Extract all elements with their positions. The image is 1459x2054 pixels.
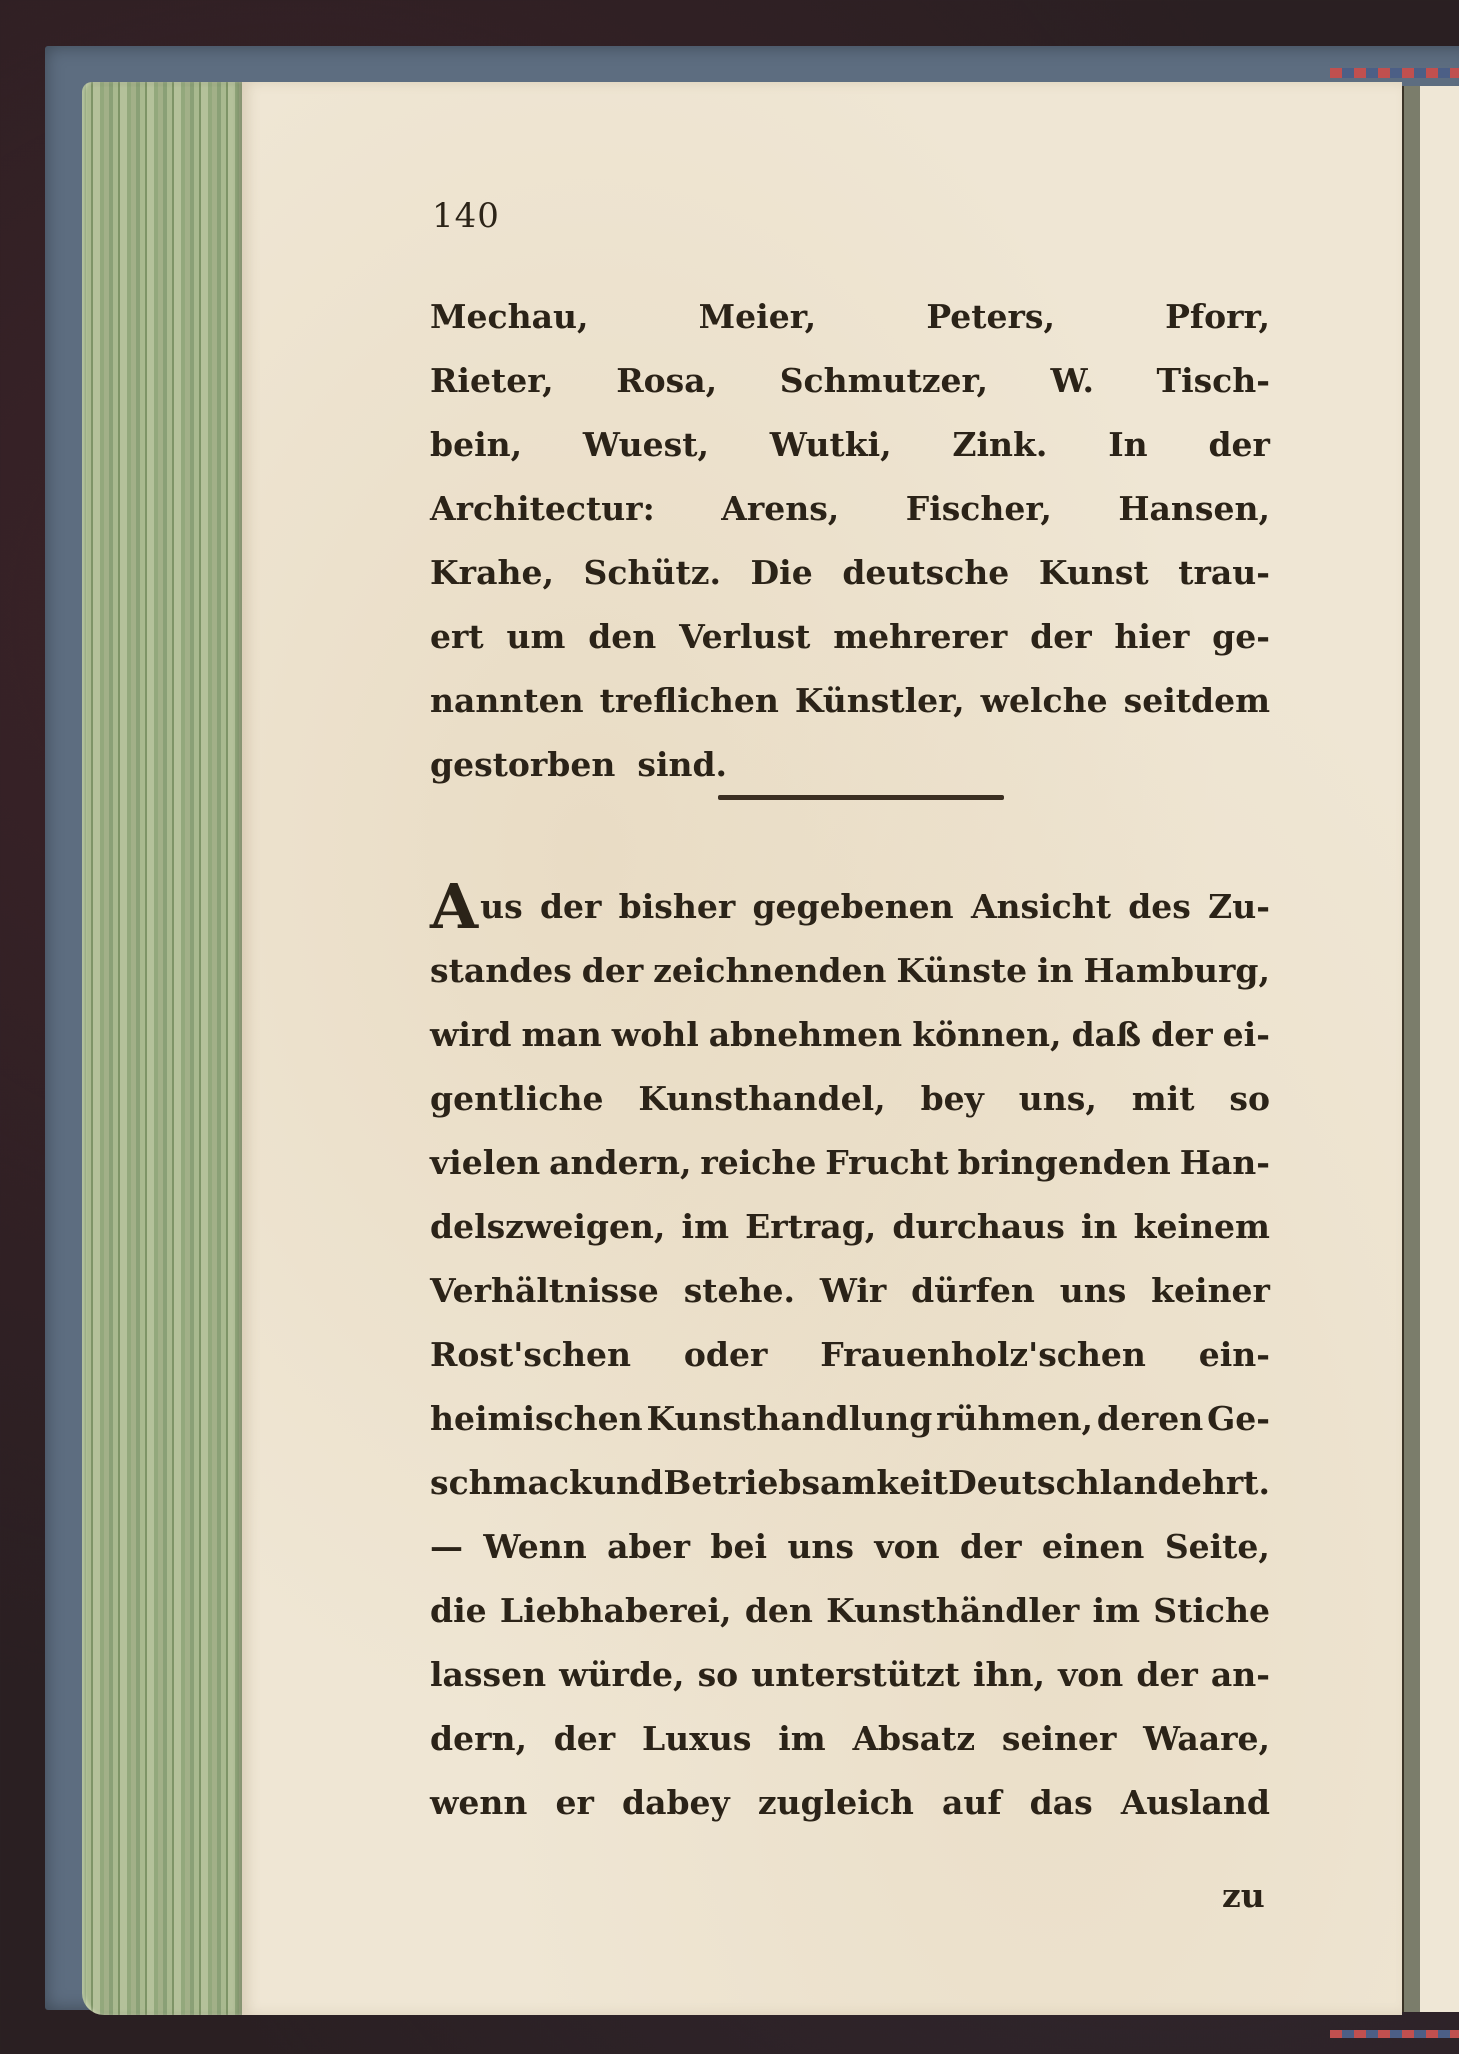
section-separator <box>718 795 1004 800</box>
word: gentliche <box>430 1079 604 1118</box>
word: Rost'schen <box>430 1335 632 1374</box>
word: In <box>1108 425 1148 464</box>
paragraph-1 <box>430 285 1270 797</box>
word: rühmen, <box>936 1399 1093 1438</box>
text-line <box>430 733 1270 797</box>
word: im <box>1092 1591 1140 1630</box>
word: der <box>1030 617 1092 656</box>
word: durchaus <box>892 1207 1065 1246</box>
text-line <box>430 1003 1270 1067</box>
word: Luxus <box>641 1719 752 1758</box>
word: Waare, <box>1143 1719 1270 1758</box>
word: nannten <box>430 681 584 720</box>
word: Absatz <box>852 1719 976 1758</box>
word: Wenn <box>483 1527 587 1566</box>
word: deren <box>1096 1399 1204 1438</box>
word: W. <box>1050 361 1094 400</box>
word: keiner <box>1151 1271 1270 1310</box>
word: Kunsthandlung <box>646 1399 933 1438</box>
word: von <box>874 1527 940 1566</box>
word: den <box>588 617 657 656</box>
word: Tisch- <box>1156 361 1270 400</box>
word: Fischer, <box>905 489 1052 528</box>
word: stehe. <box>683 1271 795 1310</box>
word: Verhältnisse <box>430 1271 659 1310</box>
word: daß <box>1071 1015 1142 1054</box>
word: Deutschland <box>948 1463 1181 1502</box>
facing-page <box>1420 86 1459 2012</box>
word: heimischen <box>430 1399 643 1438</box>
word: uns, <box>1018 1079 1097 1118</box>
word: der <box>539 887 602 926</box>
word: dürfen <box>911 1271 1035 1310</box>
word: Ansicht <box>970 887 1111 926</box>
text-line <box>430 1515 1270 1579</box>
word: Betriebsamkeit <box>663 1463 948 1502</box>
word: Wuest, <box>582 425 709 464</box>
text-line <box>430 870 1270 943</box>
word: Han- <box>1179 1143 1270 1182</box>
word: dern, <box>430 1719 527 1758</box>
word: Verlust <box>679 617 811 656</box>
word: lassen <box>430 1655 547 1694</box>
word: wird <box>430 1015 512 1054</box>
word: gegebenen <box>752 887 954 926</box>
word: er <box>555 1783 594 1822</box>
text-line <box>430 1771 1270 1835</box>
word: Liebhaberei, <box>499 1591 732 1630</box>
text-line <box>430 605 1270 669</box>
word: von <box>1058 1655 1124 1694</box>
word: vielen <box>430 1143 541 1182</box>
word: bringenden <box>957 1143 1171 1182</box>
word: Kunsthandel, <box>638 1079 886 1118</box>
word: der <box>1136 1655 1198 1694</box>
text-line <box>430 1067 1270 1131</box>
text-line <box>430 541 1270 605</box>
word: Arens, <box>721 489 840 528</box>
text-line <box>430 349 1270 413</box>
word: die <box>430 1591 487 1630</box>
word: können, <box>912 1015 1062 1054</box>
word: gestorben <box>430 745 616 784</box>
word: so <box>1229 1079 1270 1118</box>
text-line <box>430 1707 1270 1771</box>
word: Stiche <box>1153 1591 1270 1630</box>
word: der <box>1208 425 1270 464</box>
word: Hamburg, <box>1083 951 1270 990</box>
word: würde, <box>559 1655 685 1694</box>
word: ert <box>430 617 484 656</box>
text-line <box>430 1195 1270 1259</box>
word: Ge- <box>1207 1399 1270 1438</box>
word: Mechau, <box>430 297 589 336</box>
word: Künste <box>896 951 1028 990</box>
word: zugleich <box>757 1783 914 1822</box>
word: hier <box>1114 617 1190 656</box>
word: wenn <box>430 1783 528 1822</box>
word: uns <box>1059 1271 1127 1310</box>
word: Frauenholz'schen <box>820 1335 1146 1374</box>
word: Ausland <box>1120 1783 1270 1822</box>
word: us <box>480 887 523 926</box>
word: sind. <box>637 745 728 784</box>
word: ihn, <box>973 1655 1046 1694</box>
word: mehrerer <box>833 617 1008 656</box>
word: das <box>1029 1783 1093 1822</box>
word: Meier, <box>698 297 817 336</box>
word: ein- <box>1198 1335 1270 1374</box>
word: Wir <box>819 1271 887 1310</box>
text-line <box>430 1259 1270 1323</box>
word: Schütz. <box>583 553 721 592</box>
word: keinem <box>1133 1207 1270 1246</box>
text-line <box>430 939 1270 1003</box>
word: Frucht <box>825 1143 949 1182</box>
word: mit <box>1131 1079 1195 1118</box>
word: aber <box>607 1527 691 1566</box>
catchword: zu <box>1222 1876 1265 1915</box>
headband-bottom <box>1330 2030 1459 2038</box>
word: andern, <box>549 1143 692 1182</box>
word: delszweigen, <box>430 1207 666 1246</box>
word: der <box>581 951 644 990</box>
word: in <box>1037 951 1074 990</box>
word: den <box>744 1591 813 1630</box>
word: reiche <box>700 1143 817 1182</box>
word: ge- <box>1212 617 1270 656</box>
word: bein, <box>430 425 523 464</box>
word: ehrt. <box>1180 1463 1270 1502</box>
word: Zu- <box>1208 887 1270 926</box>
text-line <box>430 1323 1270 1387</box>
word: unterstützt <box>751 1655 960 1694</box>
gutter <box>1402 86 1422 2012</box>
paragraph-2 <box>430 870 1270 1835</box>
drop-cap: A <box>430 870 479 943</box>
word: Rieter, <box>430 361 554 400</box>
word: Seite, <box>1164 1527 1270 1566</box>
headband-top <box>1330 68 1459 78</box>
word: man <box>521 1015 602 1054</box>
text-line <box>430 1387 1270 1451</box>
word: deutsche <box>842 553 1010 592</box>
word: seiner <box>1001 1719 1117 1758</box>
word: uns <box>787 1527 855 1566</box>
word: an- <box>1210 1655 1270 1694</box>
word: der <box>553 1719 616 1758</box>
word: bisher <box>618 887 736 926</box>
word: bei <box>710 1527 768 1566</box>
word: Ertrag, <box>745 1207 877 1246</box>
word: im <box>681 1207 730 1246</box>
word: der <box>1151 1015 1213 1054</box>
word: einen <box>1041 1527 1145 1566</box>
word: Kunsthändler <box>826 1591 1080 1630</box>
word: Künstler, <box>794 681 965 720</box>
word: um <box>506 617 566 656</box>
word: oder <box>683 1335 768 1374</box>
word: ei- <box>1222 1015 1270 1054</box>
word: abnehmen <box>708 1015 903 1054</box>
word: Schmutzer, <box>779 361 988 400</box>
text-line <box>430 1131 1270 1195</box>
word: in <box>1081 1207 1118 1246</box>
word: standes <box>430 951 572 990</box>
word: welche <box>980 681 1108 720</box>
word: Zink. <box>952 425 1048 464</box>
word: der <box>960 1527 1022 1566</box>
word: wohl <box>611 1015 699 1054</box>
word: seitdem <box>1123 681 1270 720</box>
word: trau- <box>1178 553 1270 592</box>
word: — <box>430 1527 463 1566</box>
text-line <box>430 1643 1270 1707</box>
word: Die <box>750 553 813 592</box>
text-line <box>430 285 1270 349</box>
text-line <box>430 1451 1270 1515</box>
word: Architectur: <box>430 489 655 528</box>
page-number: 140 <box>432 196 500 236</box>
word: und <box>592 1463 664 1502</box>
word: Hansen, <box>1118 489 1270 528</box>
text-line <box>430 413 1270 477</box>
word: schmack <box>430 1463 592 1502</box>
word: bey <box>920 1079 984 1118</box>
text-line <box>430 1579 1270 1643</box>
word: Kunst <box>1038 553 1149 592</box>
text-line <box>430 669 1270 733</box>
word: auf <box>941 1783 1002 1822</box>
word: dabey <box>622 1783 730 1822</box>
word: so <box>697 1655 739 1694</box>
text-line <box>430 477 1270 541</box>
word: Wutki, <box>769 425 892 464</box>
word: zeichnenden <box>653 951 887 990</box>
word: im <box>778 1719 826 1758</box>
page-edges <box>82 82 242 2015</box>
word: Krahe, <box>430 553 554 592</box>
word: Rosa, <box>616 361 718 400</box>
word: des <box>1128 887 1191 926</box>
word: treflichen <box>599 681 779 720</box>
word: Pforr, <box>1165 297 1270 336</box>
word: Peters, <box>926 297 1055 336</box>
